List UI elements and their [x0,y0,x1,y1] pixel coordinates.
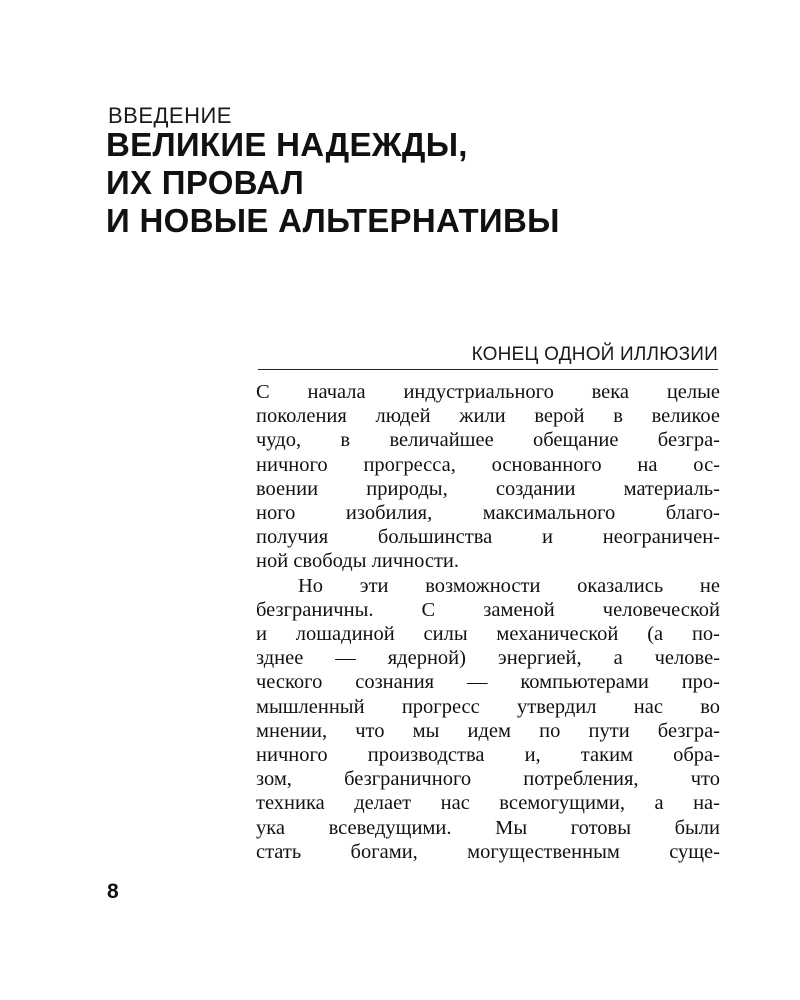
text-line: техника делает нас всемогущими, а на- [256,792,720,815]
body-text [256,380,720,864]
text-line: получия большинства и неограничен- [256,526,720,549]
text-line: ного изобилия, максимального благо- [256,502,720,525]
page-number: 8 [107,880,119,903]
chapter-label: ВВЕДЕНИЕ [108,103,232,128]
chapter-title [106,126,726,240]
text-line: ука всеведущими. Мы готовы были [256,816,720,839]
text-line: стать богами, могущественным суще- [256,840,720,863]
section-heading: КОНЕЦ ОДНОЙ ИЛЛЮЗИИ [258,342,718,370]
text-line: Но эти возможности оказались не [298,574,720,597]
text-line: ной свободы личности. [256,550,460,573]
text-line: и лошадиной силы механической (а по- [256,623,720,646]
text-line: мнении, что мы идем по пути безгра- [256,719,720,742]
chapter-title-line: ВЕЛИКИЕ НАДЕЖДЫ, [106,126,468,163]
text-line: безграничны. С заменой человеческой [256,598,720,621]
text-line: ничного производства и, таким обра- [256,744,720,767]
text-line: воении природы, создании материаль- [256,477,720,500]
chapter-title-line: ИХ ПРОВАЛ [106,164,305,201]
text-line: мышленный прогресс утвердил нас во [256,695,720,718]
text-line: С начала индустриального века целые [256,381,720,403]
text-line: чудо, в величайшее обещание безгра- [256,429,720,452]
chapter-title-line: И НОВЫЕ АЛЬТЕРНАТИВЫ [106,202,560,239]
text-line: ничного прогресса, основанного на ос- [256,453,720,476]
text-line: зднее — ядерной) энергией, а челове- [256,647,720,670]
text-line: поколения людей жили верой в великое [256,405,720,428]
text-line: зом, безграничного потребления, что [256,768,720,791]
text-line: ческого сознания — компьютерами про- [256,671,720,694]
